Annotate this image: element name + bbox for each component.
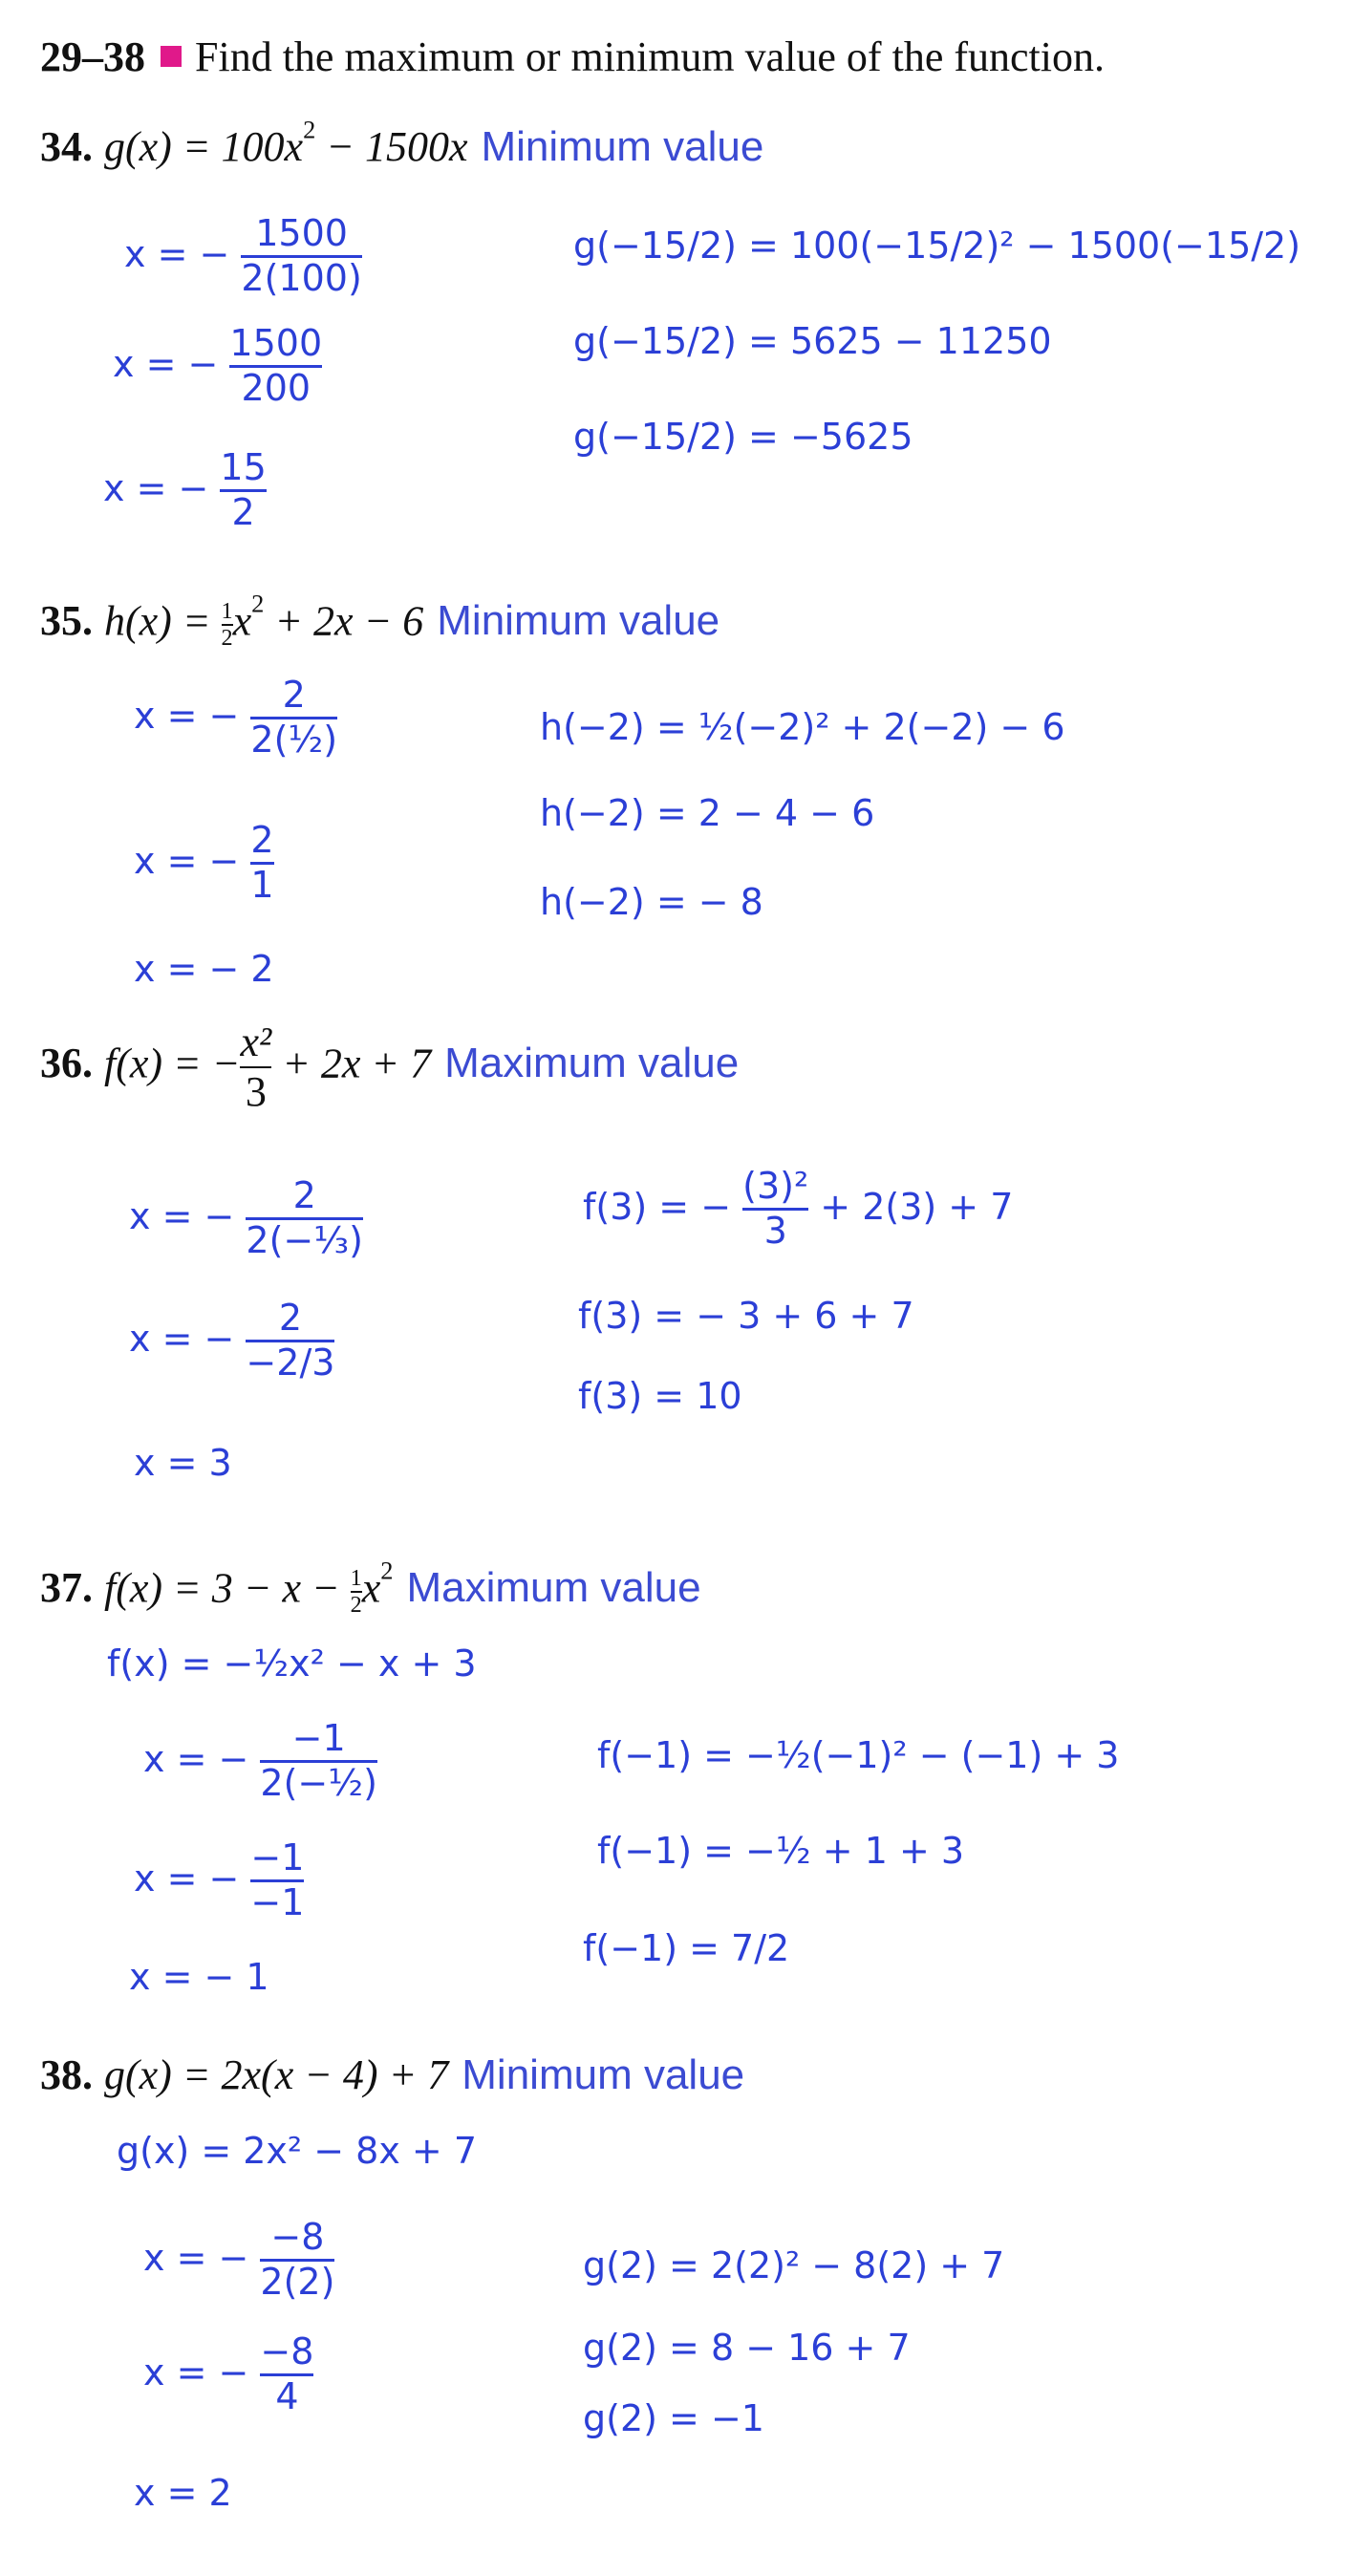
p38-work-step-1	[143, 2216, 335, 2303]
result-lhs: g(−15/2) =	[573, 320, 779, 362]
function-part: − 1500x	[326, 123, 468, 170]
work-lhs: x = −	[143, 2236, 249, 2279]
work-fraction	[260, 2330, 314, 2417]
answer-label: Minimum value	[462, 2051, 745, 2098]
p35-work-step-3: x = − 2	[134, 948, 274, 990]
numerator: −1	[291, 1717, 346, 1759]
work-lhs: x = −	[143, 2351, 249, 2394]
problem-number: 36.	[40, 1040, 93, 1087]
problem-38-heading	[40, 2051, 745, 2098]
numerator: −8	[260, 2330, 314, 2372]
work-lhs: x = −	[129, 1317, 235, 1360]
answer-label: Minimum value	[437, 597, 720, 645]
answer-label: Minimum value	[481, 123, 764, 170]
p36-work-step-1	[129, 1174, 363, 1261]
one-half-fraction: $\frac{1}{2}$	[221, 598, 233, 652]
p35-result-3: h(−2) = − 8	[540, 881, 763, 923]
numerator: −8	[270, 2216, 325, 2258]
denominator: 4	[275, 2374, 299, 2417]
p38-result-3: g(2) = −1	[583, 2397, 764, 2439]
function-part: g(x) = 100x	[104, 123, 304, 170]
numerator: (3)²	[742, 1165, 809, 1207]
result-rhs: −5625	[789, 416, 913, 458]
result-lhs: g(−15/2) =	[573, 416, 779, 458]
p37-work-step-3: x = − 1	[129, 1956, 269, 1998]
denominator: 3	[245, 1068, 267, 1116]
work-fraction	[260, 1717, 377, 1804]
numerator: x²	[240, 1019, 272, 1065]
denominator: 2(−⅓)	[246, 1218, 363, 1261]
work-lhs: x = −	[129, 1194, 235, 1237]
p36-result-2: f(3) = − 3 + 6 + 7	[578, 1295, 914, 1337]
p37-result-2: f(−1) = −½ + 1 + 3	[597, 1830, 965, 1872]
p34-work-step-2	[113, 322, 323, 409]
p38-rewrite: g(x) = 2x² − 8x + 7	[117, 2130, 477, 2172]
numerator: 1500	[229, 322, 323, 364]
p38-work-step-3: x = 2	[134, 2472, 232, 2514]
one-half-fraction: $\frac{1}{2}$	[350, 1565, 362, 1619]
p35-result-2: h(−2) = 2 − 4 − 6	[540, 792, 875, 834]
problem-36-heading	[40, 1020, 739, 1114]
denominator: 2(100)	[241, 256, 362, 299]
p35-work-step-2	[134, 819, 274, 906]
denominator: 2(½)	[250, 718, 338, 761]
denominator: 3	[763, 1209, 787, 1252]
p37-result-1: f(−1) = −½(−1)² − (−1) + 3	[597, 1734, 1120, 1776]
p36-work-step-3: x = 3	[134, 1442, 232, 1484]
problem-35-heading: 35. h(x) = $\frac{1}{2}$ $x^2 + 2x - 6$ Minimum value	[40, 589, 720, 652]
p36-result-3: f(3) = 10	[578, 1375, 742, 1417]
answer-label: Maximum value	[406, 1564, 701, 1612]
magenta-square-icon	[161, 46, 182, 67]
work-fraction	[246, 1299, 334, 1383]
p38-work-step-2	[143, 2330, 314, 2417]
denominator: 200	[241, 366, 311, 409]
result-fraction	[742, 1165, 809, 1252]
p38-result-2: g(2) = 8 − 16 + 7	[583, 2327, 911, 2369]
p34-result-1: g(−15/2) = 100(−15/2)² − 1500(−15/2)	[573, 225, 1301, 267]
function-part: f(x) = 3 − x −	[104, 1564, 340, 1612]
denominator: 1	[250, 863, 274, 906]
function-fraction	[240, 1020, 271, 1114]
work-lhs: x = −	[113, 342, 219, 385]
p35-work-step-1	[134, 676, 337, 760]
numerator: −1	[250, 1836, 305, 1878]
work-fraction	[250, 1836, 305, 1923]
numerator: 1500	[255, 212, 348, 254]
p37-rewrite: f(x) = −½x² − x + 3	[107, 1642, 477, 1685]
problem-34-heading: 34. $g(x) = 100x^2 - 1500x$ Minimum value	[40, 115, 764, 170]
function-part: h(x) =	[104, 597, 211, 645]
p34-result-2	[573, 320, 1052, 362]
work-lhs: x = −	[134, 694, 240, 737]
p37-work-step-1	[143, 1717, 377, 1804]
function-part: g(x) = 2x(x − 4) + 7	[104, 2051, 449, 2098]
p37-work-step-2	[134, 1836, 305, 1923]
result-lhs: f(3) = −	[583, 1185, 732, 1228]
numerator: 2	[250, 819, 274, 861]
p37-result-3: f(−1) = 7/2	[583, 1927, 790, 1969]
work-lhs: x = −	[124, 232, 230, 275]
p36-result-1	[583, 1165, 1014, 1252]
problem-number: 38.	[40, 2051, 93, 2098]
denominator: −2/3	[246, 1341, 335, 1384]
work-fraction	[246, 1174, 363, 1261]
denominator: 2(2)	[260, 2260, 335, 2303]
function-part: x	[361, 1564, 381, 1612]
work-fraction	[260, 2216, 335, 2303]
p34-work-step-3	[103, 446, 267, 533]
problem-number: 37.	[40, 1564, 93, 1612]
work-lhs: x = −	[143, 1737, 249, 1780]
section-header	[40, 33, 1105, 80]
work-fraction	[229, 322, 323, 409]
function-part: + 2x + 7	[282, 1040, 432, 1087]
work-fraction	[250, 676, 337, 760]
problem-37-heading: 37. f(x) = 3 − x − $\frac{1}{2}$ $x^2$ Maximum value	[40, 1556, 701, 1619]
instruction-text: Find the maximum or minimum value of the function.	[195, 33, 1105, 80]
function-part: x	[232, 597, 252, 645]
p36-work-step-2	[129, 1299, 334, 1383]
denominator: 2	[231, 490, 255, 533]
work-lhs: x = −	[103, 466, 209, 509]
problem-number: 35.	[40, 597, 93, 645]
result-rhs: 5625 − 11250	[789, 320, 1052, 362]
numerator: 2	[292, 1174, 316, 1216]
answer-label: Maximum value	[444, 1040, 740, 1087]
exercise-range: 29–38	[40, 33, 145, 80]
p38-result-1: g(2) = 2(2)² − 8(2) + 7	[583, 2244, 1005, 2286]
work-fraction	[250, 819, 274, 906]
work-fraction	[241, 212, 362, 299]
result-rhs: + 2(3) + 7	[820, 1185, 1014, 1228]
numerator: 2	[282, 674, 306, 716]
numerator: 15	[220, 446, 267, 488]
work-fraction	[220, 446, 267, 533]
function-part: f(x) = −	[104, 1040, 241, 1087]
work-lhs: x = −	[134, 839, 240, 882]
work-lhs: x = −	[134, 1857, 240, 1900]
p34-work-step-1	[124, 212, 362, 299]
denominator: 2(−½)	[260, 1761, 377, 1804]
function-part: + 2x − 6	[274, 597, 424, 645]
problem-number: 34.	[40, 123, 93, 170]
p35-result-1: h(−2) = ½(−2)² + 2(−2) − 6	[540, 706, 1065, 748]
p34-result-3	[573, 416, 913, 458]
denominator: −1	[250, 1880, 305, 1923]
numerator: 2	[278, 1297, 303, 1339]
